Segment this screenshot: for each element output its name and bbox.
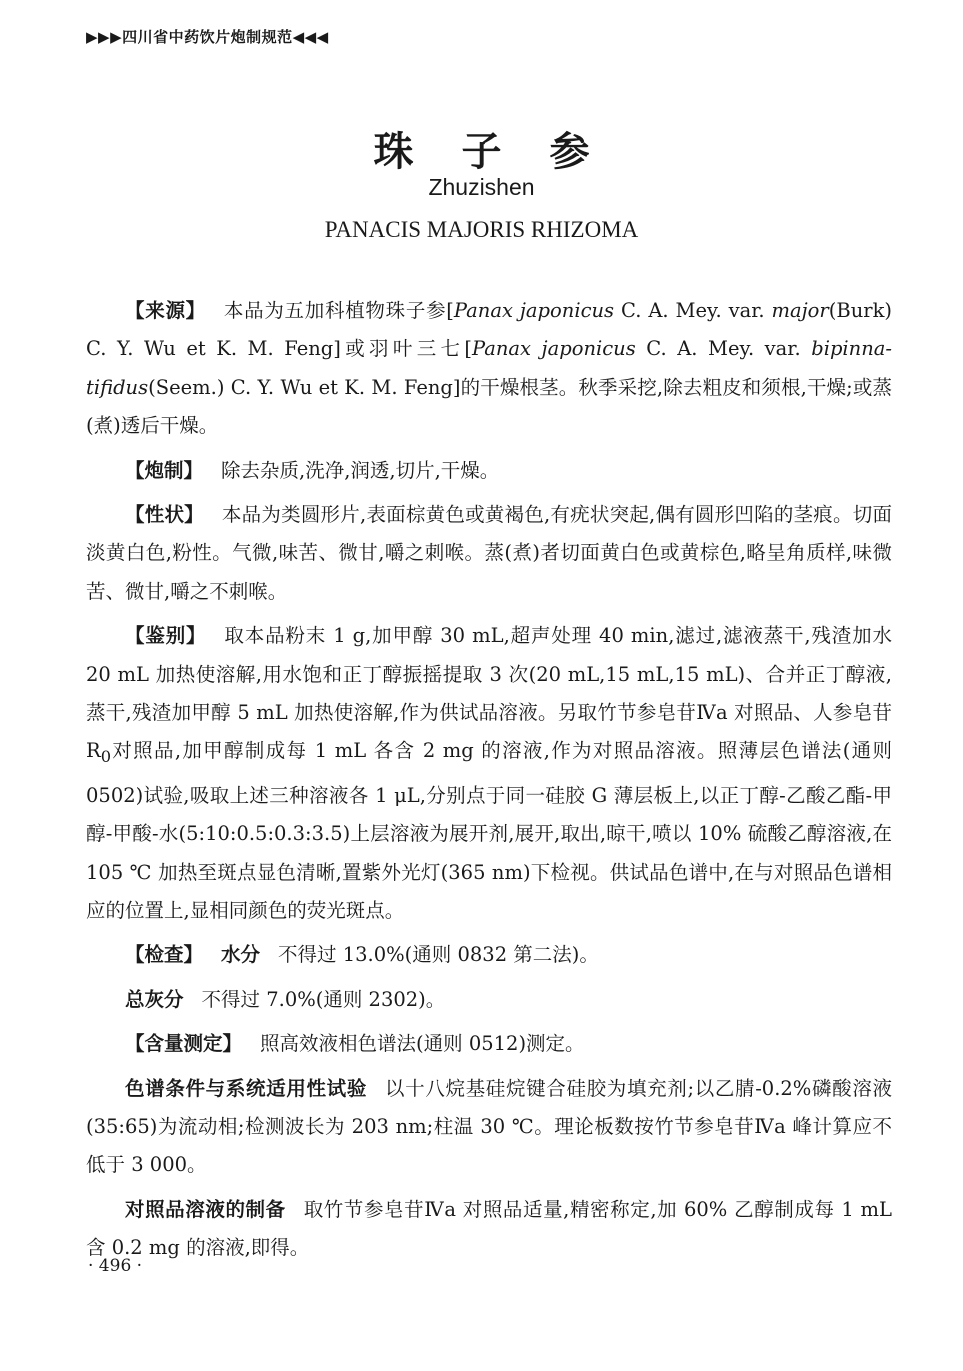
title-latin: PANACIS MAJORIS RHIZOMA xyxy=(324,217,639,242)
chrom-label: 色谱条件与系统适用性试验 xyxy=(125,1076,367,1100)
title-chinese: 珠子参 xyxy=(373,128,638,175)
chromatographic-conditions: 色谱条件与系统适用性试验 以十八烷基硅烷键合硅胶为填充剂;以乙腈-0.2%磷酸溶液(35:65)为流动相;检测波长为 203 nm;柱温 30 ℃。理论板数按竹节参皂苷Ⅳa 峰计算应不低于 3 000。 xyxy=(86,1076,892,1177)
ash-label: 总灰分 xyxy=(125,987,184,1011)
total-ash: 总灰分 不得过 7.0%(通则 2302)。 xyxy=(125,987,446,1011)
running-header: ▶▶▶四川省中药饮片炮制规范◀◀◀ xyxy=(86,28,329,46)
section-label: 【检查】 xyxy=(125,943,204,967)
title-pinyin: Zhuzishen xyxy=(428,174,535,200)
section-label: 【鉴别】 xyxy=(125,624,207,648)
section-examination: 【检查】 水分 不得过 13.0%(通则 0832 第二法)。 xyxy=(125,943,599,967)
moisture-label: 水分 xyxy=(221,943,261,967)
monograph-body xyxy=(86,292,892,1274)
page-number: · 496 · xyxy=(88,1256,143,1276)
section-characters: 【性状】 本品为类圆形片,表面棕黄色或黄褐色,有疣状突起,偶有圆形凹陷的茎痕。切面淡黄白色,粉性。气微,味苦、微甘,嚼之刺喉。蒸(煮)者切面黄白色或黄棕色,略呈角质样,味微苦、微甘,嚼之不刺喉。 xyxy=(86,503,892,603)
reference-solution: 对照品溶液的制备 取竹节参皂苷Ⅳa 对照品适量,精密称定,加 60% 乙醇制成每 1 mL 含 0.2 mg 的溶液,即得。 xyxy=(86,1197,892,1260)
section-source: 【来源】 本品为五加科植物珠子参[Panax japonicus C. A. Mey. var. major(Burk) C. Y. Wu et K. M. Feng]或羽叶三七[Panax japonicus C. A. Mey. var. bipinna-tifidus(Seem.) C. Y. Wu et K. M. Feng]的干燥根茎。秋季采挖,除去粗皮和须根,干燥;或蒸(煮)透后干燥。 xyxy=(86,299,892,438)
ref-label: 对照品溶液的制备 xyxy=(125,1197,286,1221)
section-label: 【炮制】 xyxy=(125,458,204,482)
section-label: 【来源】 xyxy=(125,299,206,322)
section-processing: 【炮制】 除去杂质,洗净,润透,切片,干燥。 xyxy=(125,458,500,482)
section-identification: 【鉴别】 取本品粉末 1 g,加甲醇 30 mL,超声处理 40 min,滤过,滤液蒸干,残渣加水 20 mL 加热使溶解,用水饱和正丁醇振摇提取 3 次(20 mL,15 mL,15 mL)、合并正丁醇液,蒸干,残渣加甲醇 5 mL 加热使溶解,作为供试品溶液。另取竹节参皂苷Ⅳa 对照品、人参皂苷 $R_0$对照品,加甲醇制成每 1 mL 各含 2 mg 的溶液,作为对照品溶液。照薄层色谱法(通则 0502)试验,吸取上述三种溶液各 1 μL,分别点于同一硅胶 G 薄层板上,以正丁醇-乙酸乙酯-甲醇-甲酸-水(5:10:0.5:0.3:3.5)上层溶液为展开剂,展开,取出,晾干,喷以 10% 硫酸乙醇溶液,在 105 ℃ 加热至斑点显色清晰,置紫外光灯(365 nm)下检视。供试品色谱中,在与对照品色谱相应的位置上,显相同颜色的荧光斑点。 xyxy=(86,624,892,922)
section-label: 【性状】 xyxy=(125,503,204,527)
section-assay: 【含量测定】 照高效液相色谱法(通则 0512)测定。 xyxy=(125,1032,585,1056)
section-label: 【含量测定】 xyxy=(125,1032,243,1056)
